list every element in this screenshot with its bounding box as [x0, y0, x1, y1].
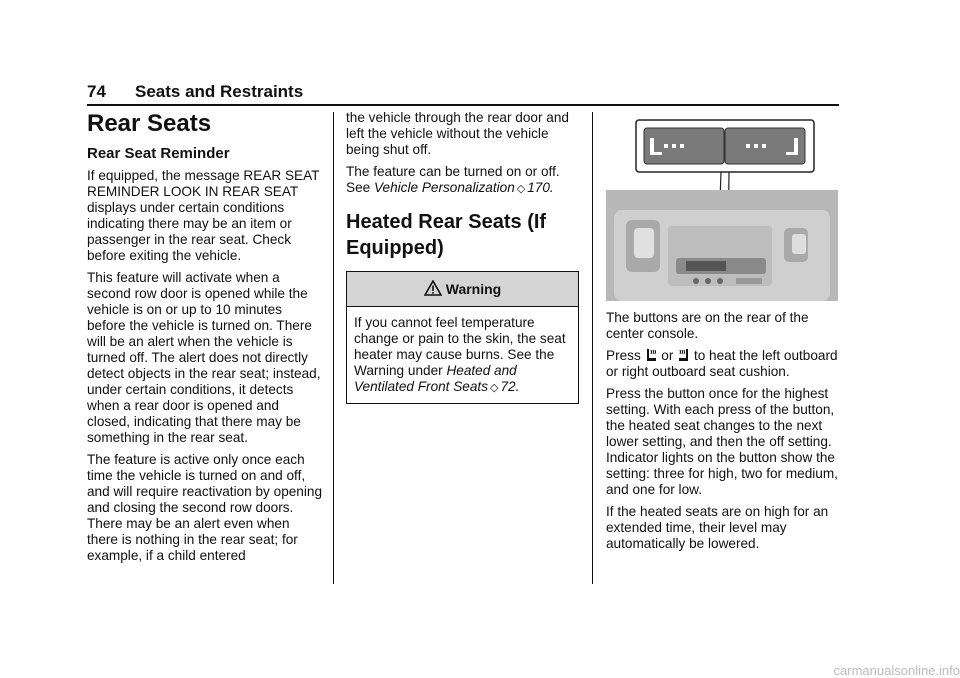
warning-text: If you cannot feel temperature change or pain to the skin, the seat heater may cause burns. See the Warning under — [354, 315, 566, 378]
column-divider-1 — [333, 112, 334, 584]
warning-triangle-icon — [424, 280, 442, 296]
cross-reference-link[interactable]: Heated and Ventilated Front Seats — [354, 363, 517, 394]
column-divider-2 — [592, 112, 593, 584]
paragraph — [346, 164, 579, 197]
ref-page[interactable]: 170. — [527, 180, 554, 195]
ref-page[interactable]: 72. — [500, 379, 520, 394]
paragraph-text: The feature can be turned on or off. See — [346, 164, 560, 195]
page-title: Rear Seats — [87, 110, 212, 137]
paragraph: Press the button once for the highest setting. With each press of the button, the heated seat changes to the next lower setting, and then the off setting. Indicator lights on the button show the setting: three for high, two for medium, and one for low. — [606, 386, 838, 497]
rear-console-illustration — [606, 118, 838, 301]
page-header — [87, 82, 839, 106]
cross-reference-link[interactable]: Vehicle Personalization — [373, 180, 515, 195]
warning-header — [347, 272, 578, 307]
warning-label: Warning — [445, 281, 502, 297]
heated-seat-right-icon — [677, 348, 690, 362]
paragraph-text: or — [657, 348, 678, 363]
ref-arrow-icon: ◇ — [516, 183, 526, 195]
paragraph: The feature is active only once each time the vehicle is turned on and off, and will require reactivation by opening and closing the second row doors. There may be an alert even when there is nothing in the rear seat; for example, if a child entered — [87, 452, 323, 563]
column-1 — [87, 110, 322, 570]
page-number: 74 — [87, 82, 106, 101]
section-title: Seats and Restraints — [135, 82, 304, 101]
ref-arrow-icon: ◇ — [490, 382, 499, 394]
watermark: carmanualsonline.info — [833, 663, 960, 678]
subsection-title: Rear Seat Reminder — [87, 145, 230, 162]
section-heading: Heated Rear Seats (If Equipped) — [346, 211, 547, 259]
warning-body — [347, 307, 578, 403]
column-3 — [606, 310, 840, 558]
warning-box — [346, 271, 579, 404]
rear-console-figure — [606, 118, 838, 301]
paragraph: This feature will activate when a second row door is opened while the vehicle is on or up to 10 minutes before the vehicle is turned on. There will be an alert when the vehicle is turned off. The alert does not directly detect objects in the rear seat; instead, under certain conditions, it detects when a rear door is opened and closed, indicating that there may be something in the rear seat. — [87, 270, 321, 445]
paragraph-text: Press — [606, 348, 645, 363]
paragraph-text: to heat the left outboard or right outboard seat cushion. — [606, 348, 838, 379]
paragraph: The buttons are on the rear of the center console. — [606, 310, 809, 341]
paragraph: the vehicle through the rear door and left the vehicle without the vehicle being shut off. — [346, 110, 569, 157]
paragraph — [606, 348, 840, 380]
paragraph: If equipped, the message REAR SEAT REMINDER LOOK IN REAR SEAT displays under certain conditions indicating there may be an item or passenger in the rear seat. Check before exiting the vehicle. — [87, 168, 320, 263]
column-2 — [346, 110, 579, 404]
heated-seat-left-icon — [645, 348, 658, 362]
paragraph: If the heated seats are on high for an extended time, their level may automatically be lowered. — [606, 504, 829, 551]
